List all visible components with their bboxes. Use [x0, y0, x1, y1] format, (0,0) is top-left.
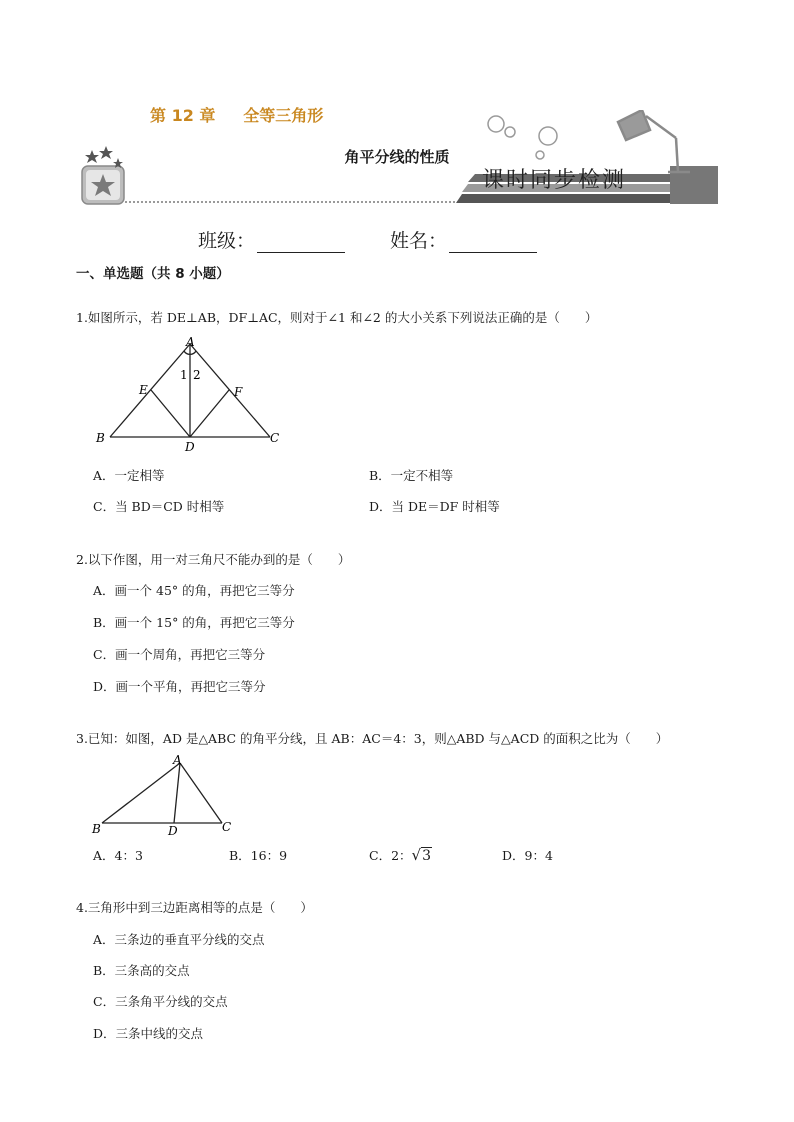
sync-test-banner: 课时同步检测 — [482, 168, 627, 193]
question-4-text: 4.三角形中到三边距离相等的点是（ ） — [76, 900, 313, 915]
label-C: C — [270, 431, 280, 445]
star-badge-icon — [82, 146, 124, 204]
class-blank[interactable] — [257, 232, 345, 253]
q4-option-c[interactable]: C．三条角平分线的交点 — [93, 994, 228, 1009]
desk-lamp-icon — [618, 110, 690, 172]
q1-option-b[interactable]: B．一定不相等 — [369, 468, 454, 483]
q1-option-a[interactable]: A．一定相等 — [93, 468, 165, 483]
question-1-figure — [92, 334, 292, 454]
lesson-subtitle: 角平分线的性质 — [344, 148, 450, 166]
q3-label-A: A — [173, 753, 182, 767]
class-label: 班级： — [198, 230, 256, 252]
header-banner — [70, 110, 725, 215]
q2-option-b[interactable]: B．画一个 15° 的角，再把它三等分 — [93, 615, 295, 630]
q2-option-a[interactable]: A．画一个 45° 的角，再把它三等分 — [93, 583, 295, 598]
question-3-figure — [88, 752, 238, 838]
q3-option-c-label: C．2： — [369, 848, 412, 863]
label-A: A — [186, 335, 195, 349]
q3-label-C: C — [222, 820, 232, 834]
q3-label-B: B — [92, 822, 101, 836]
label-angle-2: 2 — [193, 368, 201, 382]
q4-option-d[interactable]: D．三条中线的交点 — [93, 1026, 204, 1041]
sqrt-sign-icon: √ — [411, 846, 422, 864]
q3-option-d[interactable]: D．9：4 — [502, 848, 553, 863]
label-E: E — [139, 383, 148, 397]
class-field[interactable] — [198, 226, 345, 253]
label-D: D — [185, 440, 195, 454]
question-2-text: 2.以下作图，用一对三角尺不能办到的是（ ） — [76, 552, 351, 567]
q1-option-c[interactable]: C．当 BD＝CD 时相等 — [93, 499, 225, 514]
q3-option-b[interactable]: B．16：9 — [229, 848, 288, 863]
q3-option-a[interactable]: A．4：3 — [93, 848, 143, 863]
section-heading: 一、单选题（共 8 小题） — [76, 266, 230, 282]
bubbles-icon — [488, 116, 557, 159]
name-blank[interactable] — [449, 232, 537, 253]
name-field[interactable] — [390, 226, 537, 253]
q3-option-c-radicand: 3 — [422, 848, 432, 864]
name-label: 姓名： — [390, 230, 448, 252]
chapter-title: 全等三角形 — [243, 106, 324, 125]
label-F: F — [234, 385, 243, 399]
q3-option-c[interactable] — [369, 846, 432, 864]
q3-label-D: D — [168, 824, 178, 838]
q1-option-d[interactable]: D．当 DE＝DF 时相等 — [369, 499, 500, 514]
question-1-text: 1.如图所示，若 DE⊥AB，DF⊥AC，则对于∠1 和∠2 的大小关系下列说法正确的是（ ） — [76, 310, 598, 325]
q4-option-b[interactable]: B．三条高的交点 — [93, 963, 190, 978]
label-B: B — [96, 431, 105, 445]
question-3-text: 3.已知：如图，AD 是△ABC 的角平分线，且 AB：AC＝4：3，则△ABD 与△ACD 的面积之比为（ ） — [76, 731, 669, 746]
q2-option-c[interactable]: C．画一个周角，再把它三等分 — [93, 647, 266, 662]
q4-option-a[interactable]: A．三条边的垂直平分线的交点 — [93, 932, 265, 947]
chapter-number: 第 12 章 — [150, 106, 216, 125]
label-angle-1: 1 — [180, 368, 188, 382]
q2-option-d[interactable]: D．画一个平角，再把它三等分 — [93, 679, 266, 694]
